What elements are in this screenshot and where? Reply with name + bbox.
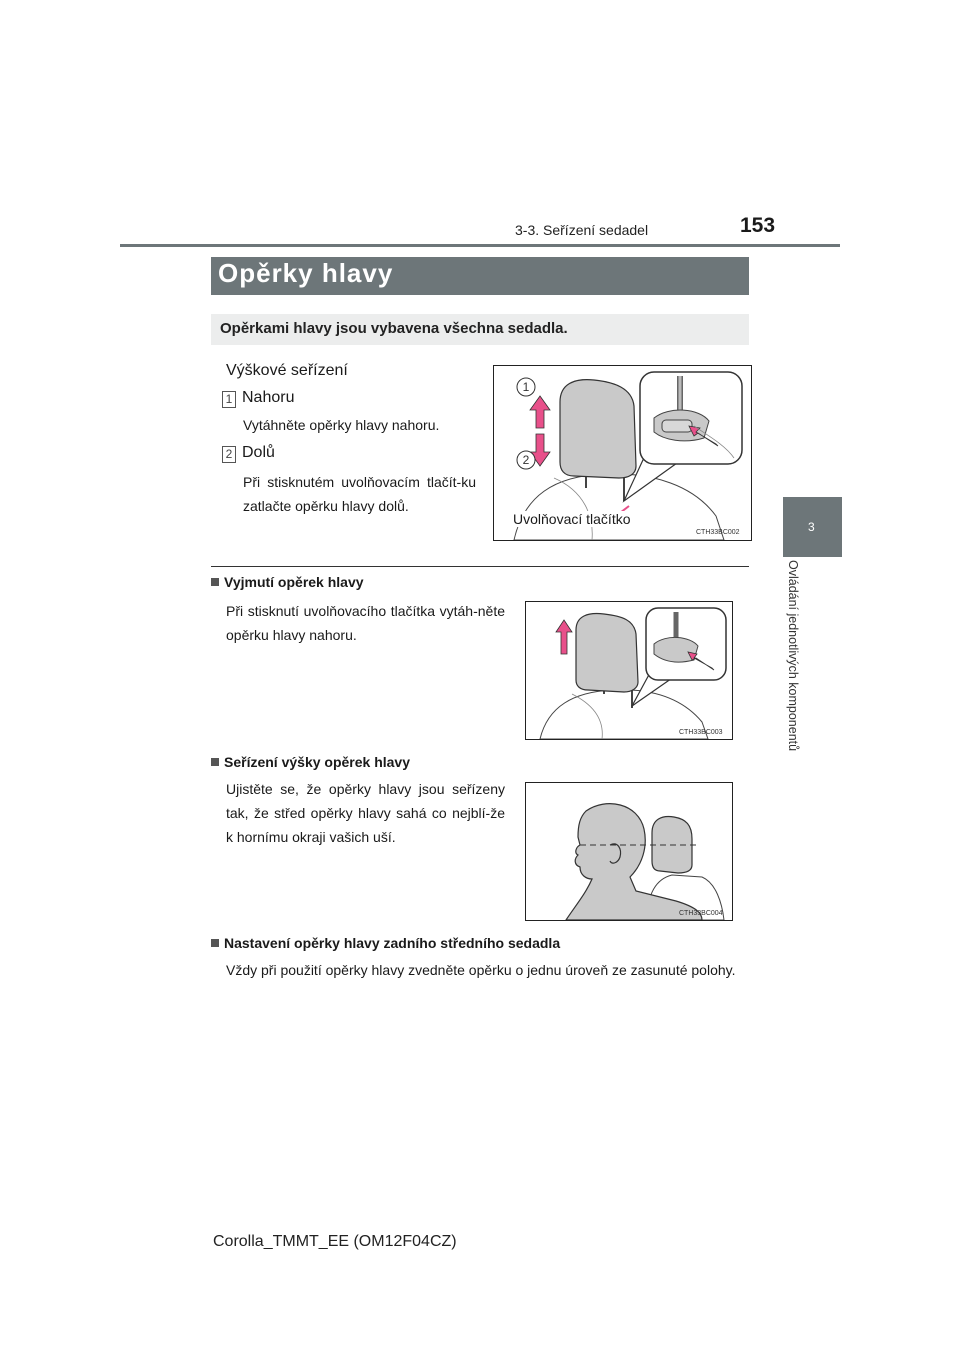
section-heading-remove: Vyjmutí opěrek hlavy [211, 574, 364, 590]
callout-1: 1 [522, 380, 530, 394]
footer-model: Corolla_TMMT_EE (OM12F04CZ) [213, 1233, 457, 1250]
step-label-down: Dolů [242, 444, 275, 461]
step-description-up: Vytáhněte opěrky hlavy nahoru. [243, 417, 440, 433]
section-text-remove: Při stisknutí uvolňovacího tlačítka vytáh-něte opěrku hlavy nahoru. [226, 603, 505, 643]
intro-text: Opěrkami hlavy jsou vybavena všechna sedadla. [220, 320, 568, 337]
headrest-height-figure [525, 782, 733, 921]
bullet-square-icon [211, 578, 219, 586]
bullet-square-icon [211, 758, 219, 766]
release-button-label: Uvolňovací tlačítko [513, 511, 631, 527]
step-number-2: 2 [222, 446, 236, 463]
page-number: 153 [740, 214, 776, 237]
chapter-title: Ovládání jednotlivých komponentů [786, 560, 800, 752]
chapter-number: 3 [808, 520, 815, 534]
figure-code-2: CTH33BC003 [679, 729, 723, 736]
bullet-square-icon [211, 939, 219, 947]
step-label-up: Nahoru [242, 389, 295, 406]
callout-2: 2 [522, 453, 530, 467]
section-text-rear-center: Vždy při použití opěrky hlavy zvedněte opěrku o jednu úroveň ze zasunuté polohy. [226, 962, 736, 978]
headrest-remove-illustration [526, 602, 732, 739]
figure-code-3: CTH33BC004 [679, 910, 723, 917]
figure-code-1: CTH33BC002 [696, 529, 740, 536]
page-title: Opěrky hlavy [218, 258, 394, 288]
section-title: 3-3. Seřízení sedadel [515, 222, 649, 238]
headrest-remove-figure [525, 601, 733, 740]
section-rule [211, 566, 749, 567]
step-description-down: Při stisknutém uvolňovacím tlačít-ku zatlačte opěrku hlavy dolů. [243, 474, 476, 514]
headrest-adjust-figure [493, 365, 752, 541]
step-number-1: 1 [222, 391, 236, 408]
header-rule [120, 244, 840, 247]
section-text-height: Ujistěte se, že opěrky hlavy jsou seřízeny tak, že střed opěrky hlavy sahá co nejblí-že k hornímu okraji vašich uší. [226, 781, 505, 845]
head-position-illustration [526, 783, 732, 920]
section-heading-rear-center: Nastavení opěrky hlavy zadního středního sedadla [211, 935, 560, 951]
height-adjust-heading: Výškové seřízení [226, 362, 348, 379]
section-heading-height: Seřízení výšky opěrek hlavy [211, 754, 410, 770]
